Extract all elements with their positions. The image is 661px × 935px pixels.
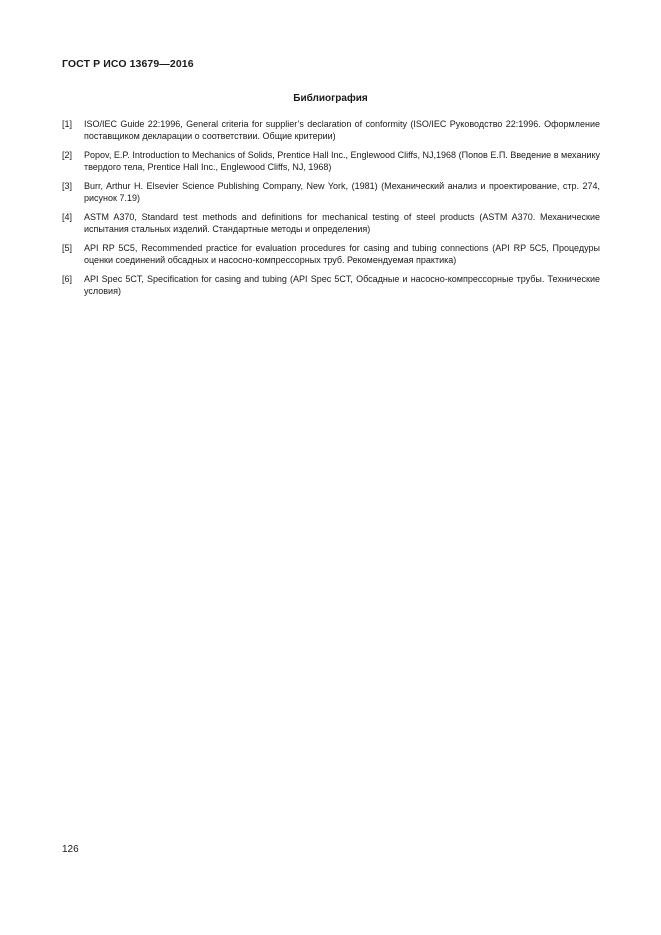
bibliography-item-text: API Spec 5CT, Specification for casing and tubing (API Spec 5CT, Обсадные и насосно-компрессорные трубы. Технические условия) — [84, 274, 600, 296]
bibliography-item-text: ISO/IEC Guide 22:1996, General criteria for supplier’s declaration of conformity (ISO/IEC Руководство 22:1996. Оформление поставщиком декларации о соответствии. Общие критерии) — [84, 119, 600, 141]
bibliography-item — [62, 211, 600, 235]
page-number: 126 — [62, 844, 79, 855]
bibliography-item-text: Burr, Arthur H. Elsevier Science Publishing Company, New York, (1981) (Механический анализ и проектирование, стр. 274, рисунок 7.19) — [84, 181, 600, 203]
bibliography-item-text: ASTM A370, Standard test methods and definitions for mechanical testing of steel products (ASTM A370. Механические испытания стальных изделий. Стандартные методы и определения) — [84, 212, 600, 234]
bibliography-item-number: [1] — [62, 119, 73, 129]
bibliography-item-number: [3] — [62, 181, 73, 191]
bibliography-item-number: [6] — [62, 274, 73, 284]
bibliography-item-text: API RP 5C5, Recommended practice for evaluation procedures for casing and tubing connections (API RP 5C5, Процедуры оценки соединений обсадных и насосно-компрессорных труб. Рекомендуемая практика) — [84, 243, 600, 265]
bibliography-item — [62, 118, 600, 142]
bibliography-item-number: [2] — [62, 150, 73, 160]
bibliography-item-number: [4] — [62, 212, 73, 222]
section-title: Библиография — [293, 93, 368, 104]
document-header: ГОСТ Р ИСО 13679—2016 — [62, 58, 194, 70]
bibliography-item-number: [5] — [62, 243, 73, 253]
bibliography-list — [62, 118, 600, 304]
bibliography-item-text: Popov, E.P. Introduction to Mechanics of Solids, Prentice Hall Inc., Englewood Cliffs, NJ,1968 (Попов Е.П. Введение в механику твердого тела, Prentice Hall Inc., Englewood Cliffs, NJ, 1968) — [84, 150, 600, 172]
bibliography-item — [62, 273, 600, 297]
bibliography-item — [62, 242, 600, 266]
bibliography-item — [62, 180, 600, 204]
bibliography-item — [62, 149, 600, 173]
